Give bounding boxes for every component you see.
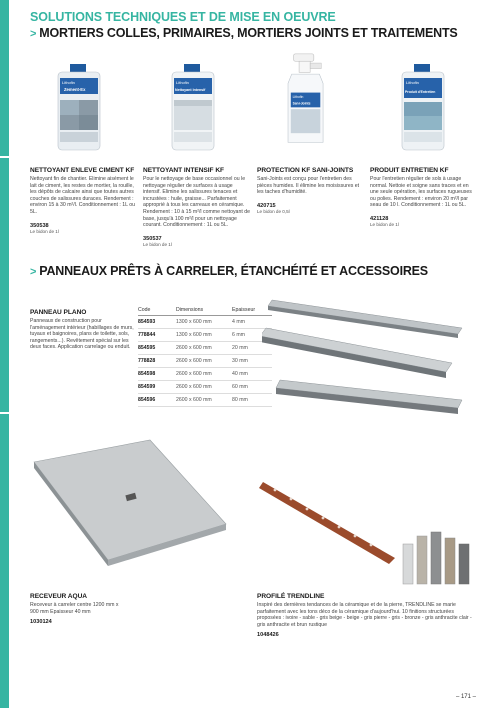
product-reference-note: Le bidon de 1l (370, 221, 399, 227)
product-block (30, 167, 137, 234)
trendline-profile-image (255, 474, 485, 589)
table-cell-thickness: 4 mm (232, 316, 272, 329)
table-row (138, 316, 272, 329)
table-cell-code: 854593 (138, 316, 176, 329)
side-accent-bar (0, 0, 9, 708)
table-row (138, 381, 272, 394)
column-header: Dimensions (176, 305, 232, 316)
table-cell-code: 854599 (138, 381, 176, 394)
table-cell-thickness: 40 mm (232, 368, 272, 381)
product-reference-note: Le bidon de 0,5l (257, 208, 290, 214)
product-reference: 350538 (30, 222, 49, 229)
product-reference-note: Le bidon de 1l (143, 241, 172, 247)
product-title: PROTECTION KF SANI-JOINTS (257, 167, 354, 174)
product-title: NETTOYANT ENLEVE CIMENT KF (30, 167, 135, 174)
side-marker (0, 412, 9, 414)
product-block (370, 167, 478, 227)
product-image-nettoyant-enleve-ciment (36, 60, 136, 155)
product-reference-note: Le bidon de 1l (30, 228, 59, 234)
chevron-icon: > (30, 266, 37, 278)
product-description: Inspiré des dernières tendances de la céramique et de la pierre, TRENDLINE se marie parfaitement avec les tons déco de la céramique d'aujourd'hui. 10 finitions structurées proposées : ivoire - sable - gris beige - beige - gris pierre - gris - bronze - gris anthracite clair - gris anthracite et brun rustique (257, 602, 472, 628)
column-header: Epaisseur (232, 305, 272, 316)
product-title: RECEVEUR AQUA (30, 593, 87, 600)
product-description: Nettoyant fin de chantier. Elimine aisément le lait de ciment, les restes de mortier, la rouille, les dépôts de calcaire ainsi que toutes autres couches de salissures duraces. Rendement : environ 15 à 30 m²/l. Conditionnement : 1L ou 5L. (30, 176, 136, 215)
shower-tray-image (30, 432, 230, 572)
receveur-block (30, 593, 120, 625)
table-cell-thickness: 6 mm (232, 329, 272, 342)
table-row (138, 394, 272, 407)
brand-label: Lithofin (292, 95, 304, 100)
board-panels-image (262, 288, 482, 428)
product-reference: 1030124 (30, 619, 52, 626)
column-header: Code (138, 305, 176, 316)
table-cell-code: 854598 (138, 368, 176, 381)
product-reference: 420715 (257, 202, 276, 209)
section-title-text: PANNEAUX PRÊTS À CARRELER, ÉTANCHÉITÉ ET ACCESSOIRES (39, 264, 428, 278)
table-cell-thickness: 80 mm (232, 394, 272, 407)
product-reference: 350537 (143, 235, 162, 242)
table-row (138, 342, 272, 355)
table-cell-dimensions: 1300 x 600 mm (176, 316, 232, 329)
panneau-block (30, 309, 134, 351)
product-description: Sani-Joints est conçu pour l'entretien des pièces humides. Il élimine les moisissures et les taches d'humidité. (257, 176, 360, 196)
product-description: Panneaux de construction pour l'aménagement intérieur (habillages de murs, tuyaux et baignoires, plans de toilette, sols, rangements...). Revêtement spécial sur les deux faces. Application carrelage ou enduit. (30, 318, 134, 351)
product-name-label: Sani-Joints (292, 101, 311, 106)
side-marker (0, 156, 9, 158)
brand-label: Lithofin (176, 80, 189, 85)
product-name-label: Produit d'Entretien (405, 90, 436, 94)
page-number: – 171 – (455, 694, 476, 700)
product-description: Pour l'entretien régulier de sols à usage normal. Nettoie et soigne sans traces et en une seule opération, les surfaces rugueuses ou polies. Rendement : environ 20 m²/l par seau de 10 l. Conditionnement : 1L ou 5L. (370, 176, 472, 209)
table-cell-thickness: 60 mm (232, 381, 272, 394)
table-cell-code: 854595 (138, 342, 176, 355)
category-heading: SOLUTIONS TECHNIQUES ET DE MISE EN OEUVRE (30, 10, 336, 24)
table-row (138, 329, 272, 342)
table-cell-code: 778828 (138, 355, 176, 368)
table-cell-code: 778844 (138, 329, 176, 342)
product-image-produit-entretien (378, 60, 478, 155)
table-header-row (138, 305, 272, 316)
product-title: NETTOYANT INTENSIF KF (143, 167, 225, 174)
section-title (30, 26, 458, 40)
section-title-text: MORTIERS COLLES, PRIMAIRES, MORTIERS JOINTS ET TRAITEMENTS (39, 26, 458, 40)
table-cell-dimensions: 2600 x 600 mm (176, 381, 232, 394)
table-cell-code: 854596 (138, 394, 176, 407)
brand-label: Lithofin (62, 80, 75, 85)
product-name-label: Nettoyant Intensif (175, 88, 206, 92)
product-reference: 421128 (370, 215, 389, 222)
product-description: Receveur à carreler centre 1200 mm x 900 mm Epaisseur 40 mm (30, 602, 119, 615)
product-block (257, 167, 365, 214)
dimensions-table (138, 305, 272, 407)
table-cell-dimensions: 2600 x 600 mm (176, 368, 232, 381)
product-title: PROFILÉ TRENDLINE (257, 593, 325, 600)
brand-label: Lithofin (406, 80, 419, 85)
profile-block (257, 593, 479, 638)
table-cell-dimensions: 2600 x 600 mm (176, 394, 232, 407)
product-image-sani-joints (262, 52, 362, 147)
table-row (138, 355, 272, 368)
product-image-nettoyant-intensif (148, 60, 248, 155)
table-row (138, 368, 272, 381)
table-cell-dimensions: 2600 x 600 mm (176, 355, 232, 368)
chevron-icon: > (30, 28, 37, 40)
table-cell-thickness: 20 mm (232, 342, 272, 355)
product-name-label: Zement-Ex (64, 87, 86, 92)
section-title (30, 264, 428, 278)
product-title: PANNEAU PLANO (30, 309, 87, 316)
product-reference: 1048426 (257, 632, 279, 639)
product-title: PRODUIT ENTRETIEN KF (370, 167, 449, 174)
table-cell-dimensions: 1300 x 600 mm (176, 329, 232, 342)
product-description: Pour le nettoyage de base occasionnel ou le nettoyage régulier de surfaces à usage intensif. Elimine les salissures tenaces et incrustées : huile, graisse... Parfaitement approprié à tous les carreaux en céramique. Rendement : 10 à 15 m²/l comme nettoyant de base, jusqu'à 100 m²/l pour un nettoyage courant. Conditionnement : 1L ou 5L. (143, 176, 250, 229)
product-block (143, 167, 251, 247)
table-cell-thickness: 30 mm (232, 355, 272, 368)
table-cell-dimensions: 2600 x 600 mm (176, 342, 232, 355)
